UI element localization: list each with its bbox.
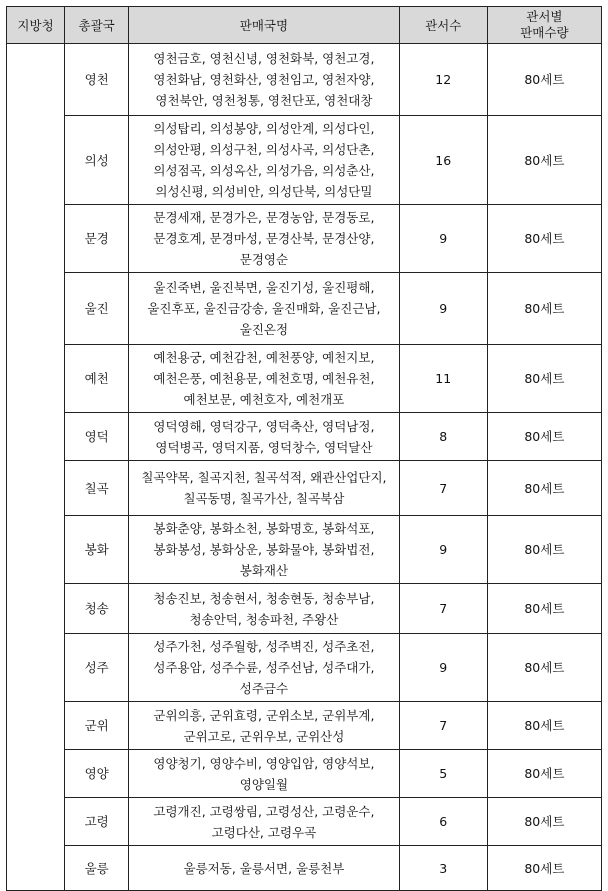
offices-line: 문경세재, 문경가은, 문경농암, 문경동로, (153, 210, 375, 225)
hq-cell: 칠곡 (65, 461, 129, 516)
offices-line: 문경호계, 문경마성, 문경산북, 문경산양, (153, 231, 375, 246)
offices-line: 영양청기, 영양수비, 영양입암, 영양석보, (153, 755, 375, 771)
qty-cell: 80세트 (487, 798, 601, 846)
offices-line: 봉화춘양, 봉화소천, 봉화명호, 봉화석포, (153, 521, 375, 536)
count-cell: 16 (399, 116, 487, 205)
header-offices: 판매국명 (129, 7, 399, 44)
hq-cell: 영천 (65, 44, 129, 116)
qty-cell: 80세트 (487, 44, 601, 116)
offices-line: 울진후포, 울진금강송, 울진매화, 울진근남, (147, 301, 381, 316)
count-cell: 9 (399, 205, 487, 273)
header-hq: 총괄국 (65, 7, 129, 44)
offices-cell (129, 273, 399, 345)
offices-cell (129, 634, 399, 702)
offices-line: 영양일월 (239, 776, 289, 792)
table-row (7, 345, 602, 413)
offices-line: 청송진보, 청송현서, 청송현동, 청송부남, (153, 590, 375, 606)
sales-office-table (6, 6, 602, 891)
offices-cell (129, 702, 399, 750)
qty-cell: 80세트 (487, 702, 601, 750)
offices-line: 군위의흥, 군위효령, 군위소보, 군위부계, (153, 707, 375, 723)
qty-cell: 80세트 (487, 205, 601, 273)
qty-cell: 80세트 (487, 273, 601, 345)
count-cell: 9 (399, 273, 487, 345)
count-cell: 11 (399, 345, 487, 413)
table-row (7, 44, 602, 116)
offices-line: 예천은풍, 예천용문, 예천호명, 예천유천, (153, 371, 375, 386)
offices-line: 예천보문, 예천호자, 예천개포 (183, 392, 345, 407)
qty-cell: 80세트 (487, 750, 601, 798)
offices-cell (129, 516, 399, 584)
offices-line: 성주금수 (239, 681, 289, 696)
hq-cell: 의성 (65, 116, 129, 205)
table-row (7, 116, 602, 205)
qty-cell: 80세트 (487, 116, 601, 205)
table-row (7, 798, 602, 846)
count-cell: 8 (399, 413, 487, 461)
region-cell (7, 44, 65, 891)
header-region: 지방청 (7, 7, 65, 44)
count-cell: 5 (399, 750, 487, 798)
count-cell: 7 (399, 702, 487, 750)
table-row (7, 413, 602, 461)
hq-cell: 영양 (65, 750, 129, 798)
count-cell: 6 (399, 798, 487, 846)
count-cell: 7 (399, 584, 487, 634)
table-row (7, 516, 602, 584)
offices-line: 고령개진, 고령쌍림, 고령성산, 고령운수, (153, 803, 375, 819)
offices-line: 영덕영해, 영덕강구, 영덕축산, 영덕남정, (153, 418, 375, 434)
hq-cell: 울릉 (65, 846, 129, 891)
offices-line: 영천북안, 영천청통, 영천단포, 영천대창 (155, 93, 373, 108)
table-row (7, 205, 602, 273)
count-cell: 12 (399, 44, 487, 116)
offices-line: 봉화재산 (239, 563, 289, 578)
table-row (7, 634, 602, 702)
offices-line: 울진죽변, 울진북면, 울진기성, 울진평해, (153, 280, 375, 295)
hq-cell: 군위 (65, 702, 129, 750)
offices-line: 예천용궁, 예천감천, 예천풍양, 예천지보, (153, 350, 375, 365)
hq-cell: 봉화 (65, 516, 129, 584)
offices-line: 의성점곡, 의성옥산, 의성가음, 의성춘산, (153, 163, 375, 178)
count-cell: 9 (399, 516, 487, 584)
offices-cell (129, 798, 399, 846)
qty-cell: 80세트 (487, 584, 601, 634)
table-body (7, 44, 602, 891)
offices-line: 성주용암, 성주수륜, 성주선남, 성주대가, (153, 660, 375, 675)
hq-cell: 청송 (65, 584, 129, 634)
qty-cell: 80세트 (487, 461, 601, 516)
qty-cell: 80세트 (487, 634, 601, 702)
offices-line: 울진온정 (239, 322, 289, 337)
offices-line: 청송안덕, 청송파천, 주왕산 (189, 611, 339, 627)
offices-line: 칠곡약목, 칠곡지천, 칠곡석적, 왜관산업단지, (141, 470, 387, 485)
qty-cell: 80세트 (487, 846, 601, 891)
offices-line: 칠곡동명, 칠곡가산, 칠곡북삼 (183, 491, 345, 506)
hq-cell: 문경 (65, 205, 129, 273)
offices-cell (129, 584, 399, 634)
table-row (7, 461, 602, 516)
offices-cell (129, 116, 399, 205)
sales-office-table-container (6, 6, 602, 891)
count-cell: 3 (399, 846, 487, 891)
offices-line: 봉화봉성, 봉화상운, 봉화물야, 봉화법전, (153, 542, 375, 557)
offices-line: 군위고로, 군위우보, 군위산성 (183, 728, 345, 744)
offices-line: 영천금호, 영천신녕, 영천화북, 영천고경, (153, 51, 375, 66)
table-row (7, 273, 602, 345)
header-count: 관서수 (399, 7, 487, 44)
qty-cell: 80세트 (487, 516, 601, 584)
hq-cell: 영덕 (65, 413, 129, 461)
offices-line: 문경영순 (239, 252, 289, 267)
offices-cell (129, 750, 399, 798)
hq-cell: 예천 (65, 345, 129, 413)
offices-line: 영덕병곡, 영덕지품, 영덕창수, 영덕달산 (155, 439, 373, 455)
table-row (7, 702, 602, 750)
offices-cell (129, 413, 399, 461)
offices-cell (129, 846, 399, 891)
hq-cell: 울진 (65, 273, 129, 345)
hq-cell: 고령 (65, 798, 129, 846)
offices-line: 성주가천, 성주월항, 성주벽진, 성주초전, (153, 639, 375, 654)
offices-line: 울릉저동, 울릉서면, 울릉천부 (183, 860, 345, 876)
table-row (7, 584, 602, 634)
offices-cell (129, 205, 399, 273)
offices-line: 영천화남, 영천화산, 영천임고, 영천자양, (153, 72, 375, 87)
offices-cell (129, 345, 399, 413)
table-row (7, 750, 602, 798)
header-qty (487, 7, 601, 44)
count-cell: 9 (399, 634, 487, 702)
count-cell: 7 (399, 461, 487, 516)
qty-cell: 80세트 (487, 345, 601, 413)
offices-cell (129, 44, 399, 116)
offices-line: 고령다산, 고령우곡 (211, 824, 317, 840)
offices-line: 의성안평, 의성구천, 의성사곡, 의성단촌, (153, 142, 375, 157)
header-qty-line2: 판매수량 (520, 25, 569, 40)
hq-cell: 성주 (65, 634, 129, 702)
offices-cell (129, 461, 399, 516)
table-row (7, 846, 602, 891)
offices-line: 의성탑리, 의성봉양, 의성안계, 의성다인, (153, 121, 375, 136)
offices-line: 의성신평, 의성비안, 의성단북, 의성단밀 (155, 184, 373, 199)
header-qty-line1: 관서별 (526, 9, 563, 24)
header-row (7, 7, 602, 44)
qty-cell: 80세트 (487, 413, 601, 461)
